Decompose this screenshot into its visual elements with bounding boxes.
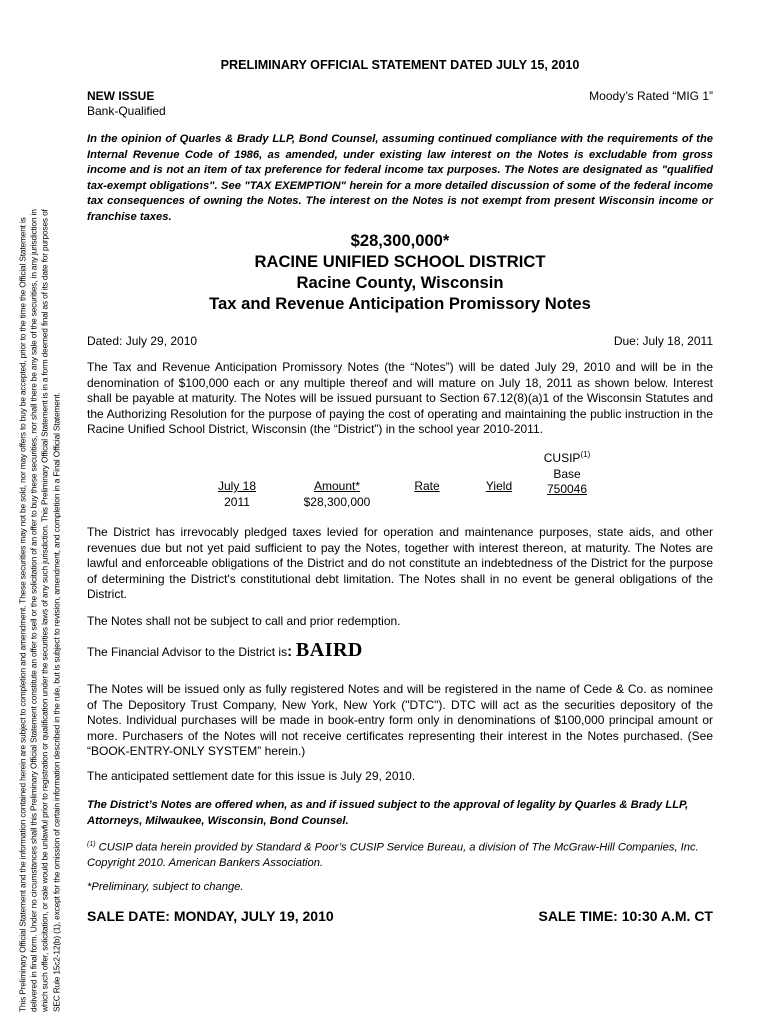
issuer-name: RACINE UNIFIED SCHOOL DISTRICT [254,252,546,271]
notes-description: The Tax and Revenue Anticipation Promissory Notes (the “Notes”) will be dated July 29, 2010 and will be in the denomination of $100,000 each or any multiple thereof and will mature on July 18, 2011 as shown below. Interest shall be payable at maturity. The Notes will be issued pursuant to Section 67.12(8)(a)1 of the Wisconsin Statutes and the Authorizing Resolution for the purpose of paying the cost of operating and maintaining the public instruction in the Racine Unified School District, Wisconsin (the “District”) in the school year 2010-2011. [87,360,713,437]
rating-label: Moody’s Rated “MIG 1” [589,89,713,103]
maturity-date [207,479,267,510]
yield-header: Yield [485,479,513,493]
book-entry-paragraph: The Notes will be issued only as fully registered Notes and will be registered in the name of Cede & Co. as nominee of The Depository Trust Company, New York, New York ("DTC"). DTC will act as the securities depository of the Notes. Individual purchases will be made in book-entry form only in denominations of $100,000 principal amount or more. Purchasers of the Notes will not receive certificates representing their interest in the Notes purchased. (See “BOOK-ENTRY-ONLY SYSTEM” herein.) [87,682,713,759]
disclaimer-sidebar [0,0,80,1024]
disclaimer-line: This Preliminary Official Statement and the information contained herein are subject to completion and amendment. These securities may not be sold, nor may offers to buy be accepted, prior to the time the Official Statement is [17,217,28,1012]
rate-column [402,479,452,495]
dated-date: Dated: July 29, 2010 [87,334,198,348]
settlement-paragraph: The anticipated settlement date for this issue is July 29, 2010. [87,769,416,783]
preliminary-note: *Preliminary, subject to change. [87,881,244,893]
disclaimer-line: SEC Rule 15c2-12(b) (1), except for the omission of certain information described in the rule, but is subject to revision, amendment, and completion in a Final Official Statement. [51,392,62,1012]
yield-column [474,479,524,495]
cusip-value: 750046 [546,482,588,497]
maturity-date-line1: July 18 [217,479,257,493]
cusip-note-marker: (1) [87,841,96,848]
legality-paragraph: The District’s Notes are offered when, as and if issued subject to the approval of legality by Quarles & Brady LLP, Attorneys, Milwaukee, Wisconsin, Bond Counsel. [87,799,689,827]
maturity-date-line2: 2011 [224,494,250,509]
redemption-paragraph: The Notes shall not be subject to call and prior redemption. [87,614,401,628]
bank-qualified-label: Bank-Qualified [87,104,166,118]
security-paragraph: The District has irrevocably pledged taxes levied for operation and maintenance purposes, state aids, and other revenues due but not yet paid sufficient to pay the Notes, together with interest thereon, at maturity. The Notes are lawful and enforceable obligations of the District and do not constitute an indebtedness of the District for the purpose of determining the District's constitutional debt limitation. The Notes shall in no event be general obligations of the District. [87,525,713,602]
sale-time: SALE TIME: 10:30 A.M. CT [538,908,713,924]
disclaimer-line: which such offer, solicitation, or sale would be unlawful prior to registration or qualification under the securities laws of any such jurisdiction. This Preliminary Official Statement is in a form deemed final as of its date for purposes of [40,209,50,1012]
disclaimer-line: delivered in final form. Under no circumstances shall this Preliminary Official Statement constitute an offer to sell or the solicitation of an offer to buy these securities, nor shall there be any sale of the securities, in any jurisdiction in [28,209,39,1012]
cusip-note-text: CUSIP data herein provided by Standard & Poor’s CUSIP Service Bureau, a division of The McGraw-Hill Companies, Inc. Copyright 2010. American Bankers Association. [87,841,699,870]
advisor-label: The Financial Advisor to the District is [87,645,288,659]
rate-header: Rate [414,479,440,493]
amount-header: Amount* [313,479,361,493]
notes-name: Tax and Revenue Anticipation Promissory Notes [209,294,591,313]
due-date: Due: July 18, 2011 [613,334,713,348]
county-name: Racine County, Wisconsin [296,273,504,292]
offering-amount: $28,300,000* [350,231,450,250]
cusip-column [527,447,607,498]
sale-date: SALE DATE: MONDAY, JULY 19, 2010 [87,908,334,924]
baird-logo: BAIRD [295,639,363,661]
cusip-header: CUSIP [543,451,581,465]
cusip-footnote-marker: (1) [580,450,591,459]
financial-advisor-line [87,639,713,661]
amount-value: $28,300,000 [303,494,371,509]
cusip-base-label: Base [553,466,581,481]
disclaimer-text [18,12,63,1012]
document-title: PRELIMINARY OFFICIAL STATEMENT DATED JULY 15, 2010 [220,58,580,72]
new-issue-label: NEW ISSUE [87,89,155,103]
tax-opinion: In the opinion of Quarles & Brady LLP, Bond Counsel, assuming continued compliance with the requirements of the Internal Revenue Code of 1986, as amended, under existing law interest on the Notes is excludable from gross income and is not an item of tax preference for federal income tax purposes. The Notes are designated as "qualified tax-exempt obligations". See "TAX EXEMPTION" herein for a more detailed discussion of some of the federal income tax consequences of owning the Notes. The interest on the Notes is not exempt from present Wisconsin income or franchise taxes. [87,133,713,223]
amount-column [287,479,387,510]
cusip-footnote [87,837,713,872]
advisor-colon: : [287,643,293,660]
